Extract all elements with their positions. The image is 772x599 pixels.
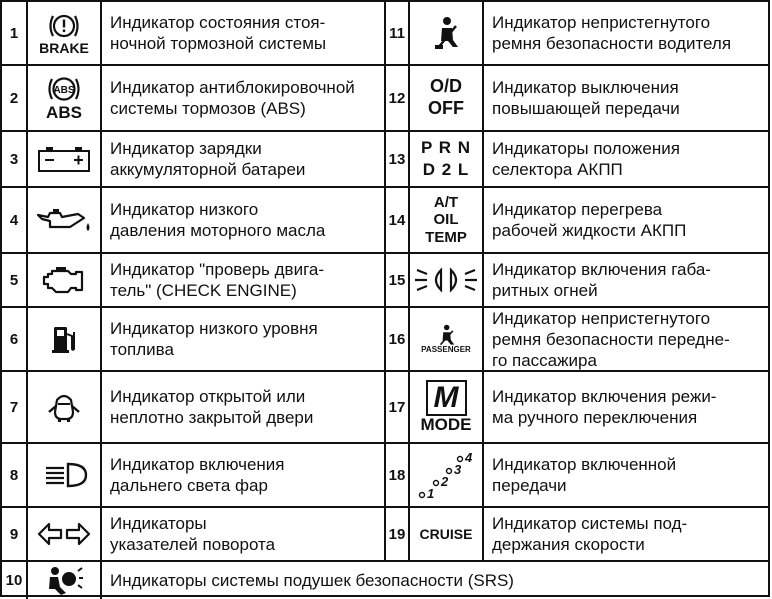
oil-pressure-icon [28, 188, 102, 252]
table-row [2, 508, 768, 562]
indicator-description: Индикатор низкого уровня топлива [102, 308, 386, 370]
indicator-description: Индикатор включения габа- ритных огней [492, 260, 711, 300]
manual-mode-icon: M MODE [410, 372, 484, 442]
row-number: 7 [2, 372, 28, 442]
row-number: 2 [2, 66, 28, 130]
row-number: 10 [2, 562, 28, 599]
abs-label: ABS [46, 103, 82, 123]
gear-4-label: 4 [465, 450, 473, 465]
row-number: 9 [2, 508, 28, 560]
row-number: 5 [2, 254, 28, 306]
row-number: 13 [386, 132, 410, 186]
indicator-description: Индикатор непристегнутого ремня безопасности водителя [492, 13, 732, 53]
indicator-description: Индикатор "проверь двига- тель" (CHECK ENGINE) [102, 254, 386, 306]
row-number: 15 [386, 254, 410, 306]
table-row [2, 254, 768, 308]
table-row [2, 132, 768, 188]
row-number: 17 [386, 372, 410, 442]
indicator-description: Индикатор перегрева рабочей жидкости АКПП [492, 200, 687, 240]
row-number: 19 [386, 508, 410, 560]
gear-selector-icon: P R N D 2 L [410, 132, 484, 186]
table-row [2, 444, 768, 508]
abs-inner-label: ABS [53, 85, 75, 97]
indicator-description: Индикаторы положения селектора АКПП [492, 139, 680, 179]
at-oil-temp-icon: A/T OIL TEMP [410, 188, 484, 252]
passenger-label: PASSENGER [421, 344, 471, 354]
row-number: 16 [386, 308, 410, 370]
table-row [2, 308, 768, 372]
indicator-description: Индикаторы системы подушек безопасности (SRS) [110, 571, 514, 590]
indicator-description: Индикатор включенной передачи [492, 455, 677, 495]
overdrive-off-icon: O/D OFF [410, 66, 484, 130]
turn-signals-icon [28, 508, 102, 560]
table-row [2, 188, 768, 254]
cruise-icon: CRUISE [410, 508, 484, 560]
indicator-description: Индикатор включения дальнего света фар [102, 444, 386, 506]
high-beam-icon [28, 444, 102, 506]
indicator-description: Индикатор состояния стоя- ночной тормозной системы [102, 2, 386, 64]
indicator-description: Индикатор системы под- держания скорости [492, 514, 688, 554]
table-row [2, 66, 768, 132]
row-number: 11 [386, 2, 410, 64]
abs-warning-icon [28, 66, 102, 130]
battery-icon [28, 132, 102, 186]
seatbelt-driver-icon [410, 2, 484, 64]
airbag-srs-icon [28, 562, 102, 599]
indicator-description: Индикатор низкого давления моторного масла [102, 188, 386, 252]
row-number: 12 [386, 66, 410, 130]
fuel-pump-icon [28, 308, 102, 370]
row-number: 6 [2, 308, 28, 370]
brake-warning-icon [28, 2, 102, 64]
gear-position-icon [410, 444, 484, 506]
gear-1-label: 1 [427, 486, 435, 501]
indicator-description: Индикатор зарядки аккумуляторной батареи [102, 132, 386, 186]
indicator-description: Индикатор открытой или неплотно закрытой двери [102, 372, 386, 442]
row-number: 14 [386, 188, 410, 252]
brake-label: BRAKE [39, 39, 89, 56]
seatbelt-passenger-icon [410, 308, 484, 370]
gear-2-label: 2 [441, 474, 449, 489]
table-row [2, 2, 768, 66]
row-number: 1 [2, 2, 28, 64]
row-number: 18 [386, 444, 410, 506]
row-number: 4 [2, 188, 28, 252]
row-number: 3 [2, 132, 28, 186]
indicator-description: Индикатор непристегнутого ремня безопасности передне- го пассажира [492, 308, 730, 370]
door-open-icon [28, 372, 102, 442]
check-engine-icon [28, 254, 102, 306]
indicator-description: Индикатор включения режи- ма ручного переключения [492, 387, 717, 427]
indicator-description: Индикатор выключения повышающей передачи [492, 78, 680, 118]
indicator-description: Индикаторы указателей поворота [102, 508, 386, 560]
indicator-description: Индикатор антиблокировочной системы тормозов (ABS) [102, 66, 386, 130]
parking-lights-icon [410, 254, 484, 306]
table-row [2, 562, 768, 599]
table-row [2, 372, 768, 444]
row-number: 8 [2, 444, 28, 506]
gear-3-label: 3 [454, 462, 462, 477]
